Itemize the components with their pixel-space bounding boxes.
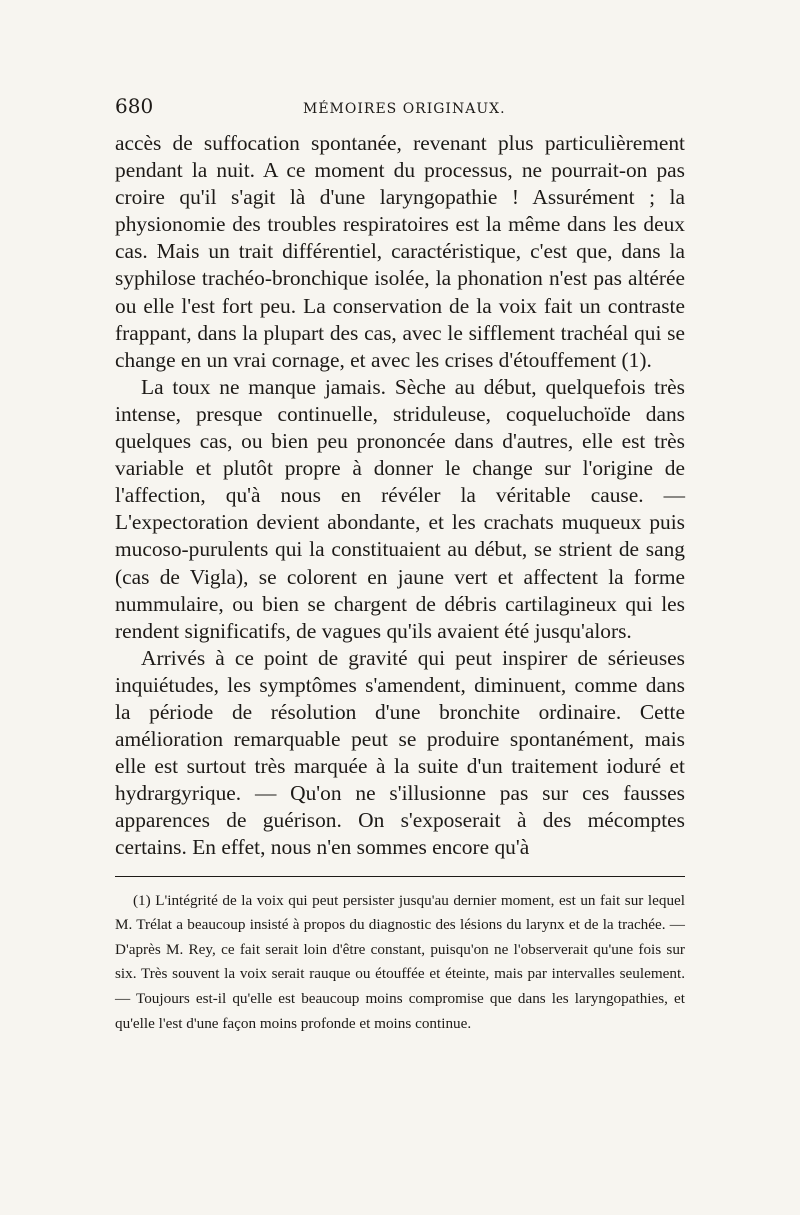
footnote-text: (1) L'intégrité de la voix qui peut persister jusqu'au dernier moment, est un fait sur lequel M. Trélat a beaucoup insisté à propos du diagnostic des lésions du larynx et de la trachée. — D'après M. Rey, ce fait serait loin d'être constant, puisqu'on ne l'observerait qu'une fois sur six. Très souvent la voix serait rauque ou étouffée et éteinte, mais par intervalles seulement. — Toujours est-il qu'elle est beaucoup moins compromise que dans les laryngopathies, et qu'elle l'est d'une façon moins profonde et moins continue. xyxy=(115,891,685,1032)
paragraph: Arrivés à ce point de gravité qui peut inspirer de sérieuses inquiétudes, les symptômes s'amendent, diminuent, comme dans la période de résolution d'une bronchite ordinaire. Cette amélioration remarquable peut se produire spontanément, mais elle est surtout très marquée à la suite d'un traitement ioduré et hydrargyrique. — Qu'on ne s'illusionne pas sur ces fausses apparences de guérison. On s'exposerait à des mécomptes certains. En effet, nous n'en sommes encore qu'à xyxy=(115,645,685,860)
footnote-divider xyxy=(115,876,685,877)
body-text xyxy=(115,130,685,862)
running-head: MÉMOIRES ORIGINAUX. xyxy=(303,101,506,117)
paragraph: La toux ne manque jamais. Sèche au début, quelquefois très intense, presque continuelle, striduleuse, coqueluchoïde dans quelques cas, ou bien peu prononcée dans d'autres, elle est très variable et plutôt propre à donner le change sur l'origine de l'affection, qu'à nous en révéler la véritable cause. — L'expectoration devient abondante, et les crachats muqueux puis mucoso-purulents qui la constituaient au début, se strient de sang (cas de Vigla), se colorent en jaune vert et affectent la forme nummulaire, ou bien se chargent de débris cartilagineux qui les rendent significatifs, de vagues qu'ils avaient été jusqu'alors. xyxy=(115,374,685,643)
footnote xyxy=(115,889,685,1037)
page-header xyxy=(115,94,685,122)
paragraph: accès de suffocation spontanée, revenant plus particulièrement pendant la nuit. A ce moment du processus, ne pourrait-on pas croire qu'il s'agit là d'une laryngopathie ! Assurément ; la physionomie des troubles respiratoires est la même dans les deux cas. Mais un trait différentiel, caractéristique, c'est que, dans la syphilose trachéo-bronchique isolée, la phonation n'est pas altérée ou elle l'est fort peu. La conservation de la voix fait un contraste frappant, dans la plupart des cas, avec le sifflement trachéal qui se change en un vrai cornage, et avec les crises d'étouffement (1). xyxy=(115,131,685,372)
page-number: 680 xyxy=(115,94,154,118)
document-page xyxy=(115,94,685,1036)
